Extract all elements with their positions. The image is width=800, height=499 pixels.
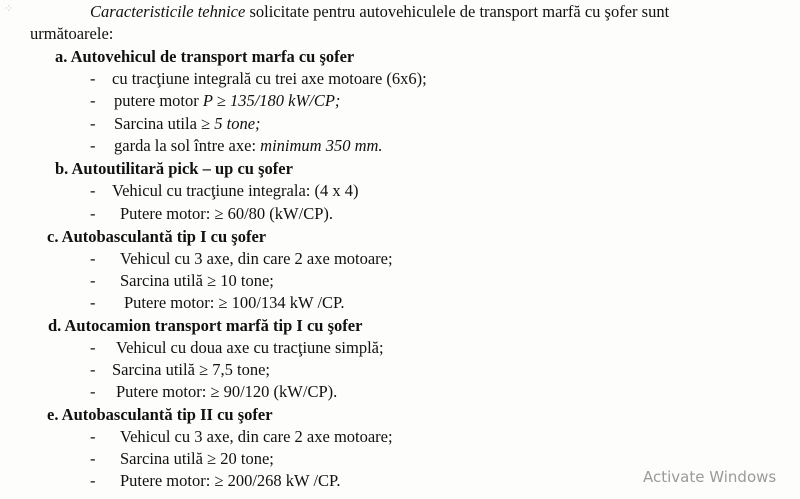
item-text: Vehicul cu 3 axe, din care 2 axe motoare;: [120, 249, 393, 268]
bullet-dash: -: [90, 471, 96, 490]
item-text: Sarcina utilă ≥ 10 tone;: [120, 271, 274, 290]
bullet-dash: -: [90, 136, 96, 155]
bullet-dash: -: [90, 293, 96, 312]
item-text: Putere motor: ≥ 60/80 (kW/CP).: [120, 204, 333, 223]
item-text: Sarcina utilă ≥ 7,5 tone;: [112, 360, 270, 379]
list-item: [90, 181, 359, 201]
item-text-italic: 5 tone;: [214, 114, 261, 133]
list-item: [90, 293, 345, 313]
item-text: Sarcina utila ≥: [114, 114, 215, 133]
bullet-dash: -: [90, 249, 96, 268]
list-item: [90, 471, 341, 491]
item-text: Vehicul cu 3 axe, din care 2 axe motoare;: [120, 427, 393, 446]
bullet-dash: -: [90, 204, 96, 223]
section-heading-b: b. Autoutilitară pick – up cu şofer: [55, 159, 293, 178]
list-item: [90, 382, 337, 402]
section-heading-c: c. Autobasculantă tip I cu şofer: [47, 227, 267, 246]
list-item: [90, 114, 261, 134]
list-item: [90, 204, 333, 224]
bullet-dash: -: [90, 449, 96, 468]
item-text: Putere motor: ≥ 200/268 kW /CP.: [120, 471, 341, 490]
bullet-dash: -: [90, 91, 96, 110]
list-item: [90, 427, 393, 447]
bullet-dash: -: [90, 114, 96, 133]
intro-lead-italic: Caracteristicile tehnice: [90, 2, 246, 21]
bullet-dash: -: [90, 338, 96, 357]
item-text: Putere motor: ≥ 90/120 (kW/CP).: [116, 382, 338, 401]
section-heading-e: e. Autobasculantă tip II cu şofer: [47, 405, 273, 424]
list-item: [90, 136, 383, 156]
intro-lead-rest: solicitate pentru autovehiculele de transport marfă cu şofer sunt: [245, 2, 670, 21]
list-item: [90, 449, 274, 469]
item-text-italic: P ≥ 135/180 kW/CP;: [202, 91, 341, 110]
bullet-dash: -: [90, 69, 96, 88]
intro-line: [90, 2, 669, 22]
scan-speck: ⁘: [4, 3, 14, 15]
list-item: [90, 271, 274, 291]
item-text: Vehicul cu tracţiune integrala: (4 x 4): [112, 181, 359, 200]
bullet-dash: -: [90, 427, 96, 446]
bullet-dash: -: [90, 181, 96, 200]
list-item: [90, 338, 384, 358]
item-text: Vehicul cu doua axe cu tracţiune simplă;: [116, 338, 384, 357]
bullet-dash: -: [90, 382, 96, 401]
bullet-dash: -: [90, 360, 96, 379]
item-text: garda la sol între axe:: [114, 136, 261, 155]
item-text: cu tracţiune integrală cu trei axe motoare (6x6);: [112, 69, 427, 88]
item-text: Putere motor: ≥ 100/134 kW /CP.: [124, 293, 345, 312]
list-item: [90, 249, 393, 269]
item-text: putere motor: [114, 91, 203, 110]
section-heading-a: a. Autovehicul de transport marfa cu şofer: [55, 47, 355, 66]
item-text: Sarcina utilă ≥ 20 tone;: [120, 449, 274, 468]
intro-continuation: următoarele:: [30, 24, 114, 43]
list-item: [90, 69, 427, 89]
bullet-dash: -: [90, 271, 96, 290]
list-item: [90, 91, 340, 111]
section-heading-d: d. Autocamion transport marfă tip I cu şofer: [48, 316, 363, 335]
item-text-italic: minimum 350 mm.: [260, 136, 383, 155]
list-item: [90, 360, 270, 380]
activate-windows-watermark: Activate Windows: [643, 468, 777, 486]
